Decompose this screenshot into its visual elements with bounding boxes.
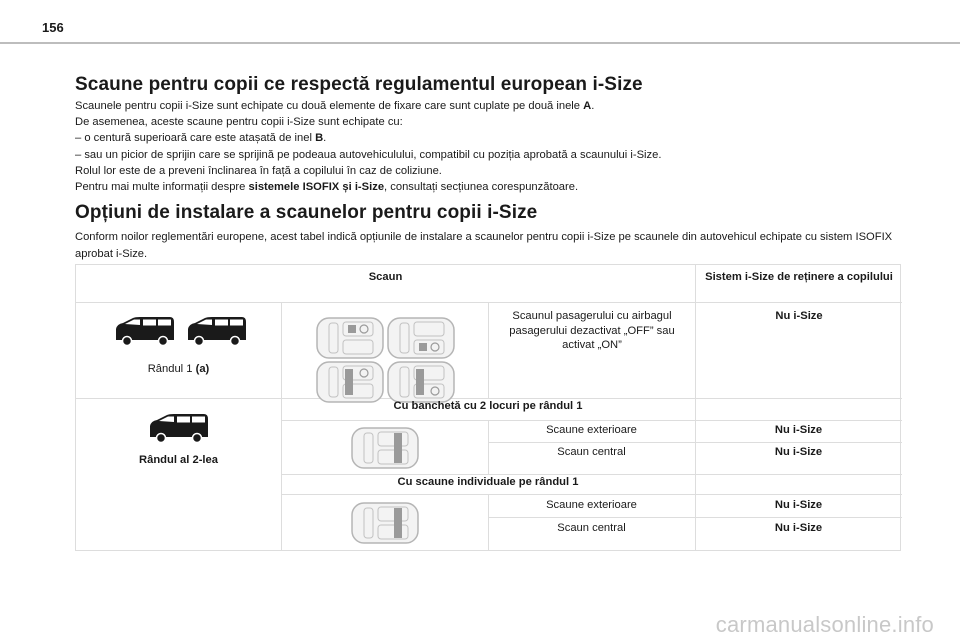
seat-layout-diagram xyxy=(387,317,455,359)
bench-outer-seats: Scaune exterioare xyxy=(546,424,637,436)
seat-layout-diagram xyxy=(351,502,419,544)
van-icon xyxy=(146,412,212,444)
row1-label: Rândul 1 (a) xyxy=(147,363,210,375)
section-title-install-options: Opțiuni de instalare a scaunelor pentru copii i-Size xyxy=(75,202,538,223)
bench-center-seat: Scaun central xyxy=(557,446,626,458)
header-divider xyxy=(0,42,960,44)
individual-center-seat: Scaun central xyxy=(557,522,626,534)
body-line: – o centură superioară care este atașată de inel B. xyxy=(75,132,327,145)
section-install-intro: Conform noilor reglementări europene, acest tabel indică opțiunile de instalare a scaunelor pentru copii i-Size pe scaunele din autovehicul echipate cu sistem ISOFIX aprobat i-Size. xyxy=(75,231,893,260)
header-seat: Scaun xyxy=(368,271,403,283)
bench-center-value: Nu i-Size xyxy=(774,446,823,458)
bench-outer-value: Nu i-Size xyxy=(774,424,823,436)
individual-outer-value: Nu i-Size xyxy=(774,499,823,511)
section-title-isize: Scaune pentru copii ce respectă regulamentul european i-Size xyxy=(75,74,643,95)
isize-installation-table xyxy=(75,264,901,551)
seat-layout-diagram xyxy=(351,427,419,469)
body-line: Rolul lor este de a preveni înclinarea în față a copilului în caz de coliziune. xyxy=(75,164,442,177)
seat-layout-diagram xyxy=(316,361,384,403)
section-isize-body xyxy=(75,98,661,195)
van-icon xyxy=(184,315,250,347)
van-icon xyxy=(112,315,178,347)
body-line: – sau un picior de sprijin care se sprijină pe podeaua autovehiculului, compatibil cu poziția aprobată a scaunului i-Size. xyxy=(75,148,662,161)
individual-center-value: Nu i-Size xyxy=(774,522,823,534)
watermark: carmanualsonline.info xyxy=(715,612,934,637)
body-line: De asemenea, aceste scaune pentru copii i-Size sunt echipate cu: xyxy=(75,116,403,129)
row2-label: Rândul al 2-lea xyxy=(139,454,218,466)
header-isize-system: Sistem i-Size de reținere a copilului xyxy=(705,271,893,283)
body-line: Scaunele pentru copii i-Size sunt echipate cu două elemente de fixare care sunt cuplate pe două inele A. xyxy=(75,100,595,112)
individual-outer-seats: Scaune exterioare xyxy=(546,499,637,511)
row1-description: Scaunul pasagerului cu airbagul pasagerului dezactivat „OFF” sau activat „ON” xyxy=(509,310,675,351)
seat-layout-diagram xyxy=(316,317,384,359)
page-number: 156 xyxy=(42,20,64,35)
individual-section-header: Cu scaune individuale pe rândul 1 xyxy=(397,476,579,488)
row1-isize-value: Nu i-Size xyxy=(775,310,823,322)
bench-section-header: Cu banchetă cu 2 locuri pe rândul 1 xyxy=(393,400,583,412)
body-line: Pentru mai multe informații despre sistemele ISOFIX și i-Size, consultați secțiunea corespunzătoare. xyxy=(75,181,579,194)
seat-layout-diagram xyxy=(387,361,455,403)
